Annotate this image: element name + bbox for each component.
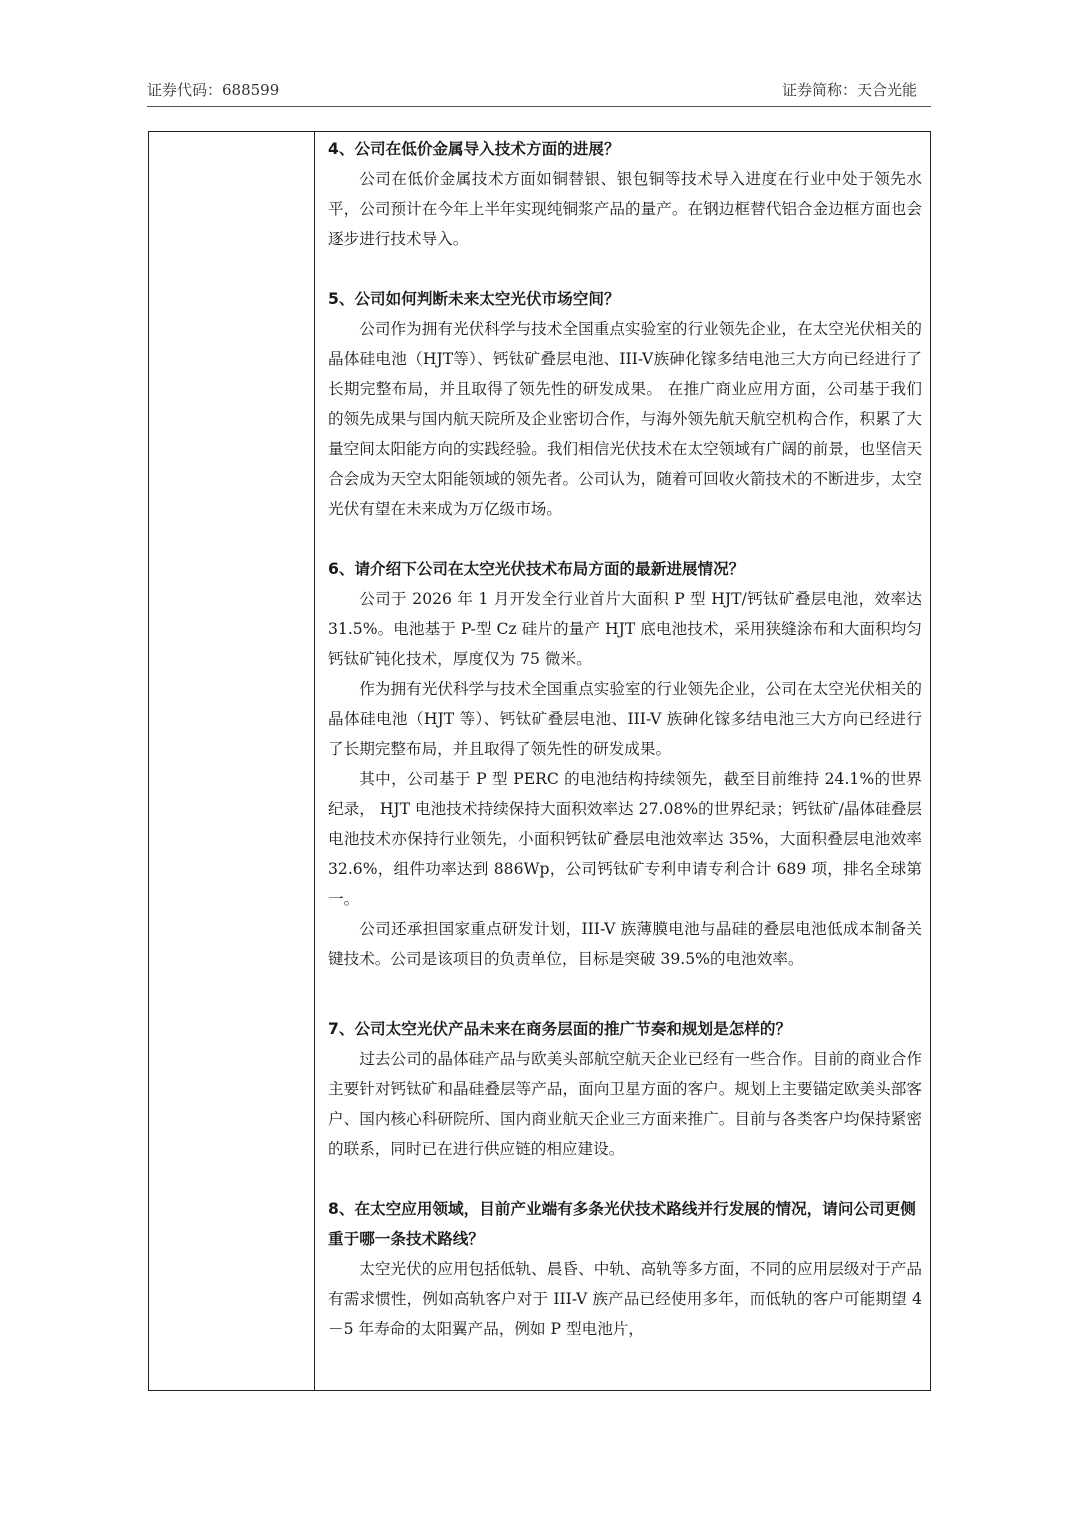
security-code: 证券代码：688599 [147, 80, 280, 99]
question-heading: 7、公司太空光伏产品未来在商务层面的推广节奏和规划是怎样的？ [328, 1020, 792, 1038]
spacer [328, 524, 922, 554]
answer-paragraph: 公司作为拥有光伏科学与技术全国重点实验室的行业领先企业，在太空光伏相关的晶体硅电池（HJT等）、钙钛矿叠层电池、III-V族砷化镓多结电池三大方向已经进行了长期完整布局，并且取得了领先性的研发成果。 在推广商业应用方面，公司基于我们的领先成果与国内航天院所及企业密切合作，与海外领先航天航空机构合作，积累了大量空间太阳能方向的实践经验。我们相信光伏技术在太空领域有广阔的前景，也坚信天合会成为天空太阳能领域的领先者。公司认为，随着可回收火箭技术的不断进步，太空光伏有望在未来成为万亿级市场。 [328, 320, 922, 518]
table-content-cell [328, 134, 922, 1388]
section-5 [328, 284, 922, 524]
answer-paragraph: 作为拥有光伏科学与技术全国重点实验室的行业领先企业，公司在太空光伏相关的晶体硅电池（HJT 等）、钙钛矿叠层电池、III-V 族砷化镓多结电池三大方向已经进行了长期完整布局，并且取得了领先性的研发成果。 [328, 680, 922, 758]
header-divider [147, 106, 931, 107]
question-heading: 4、公司在低价金属导入技术方面的进展？ [328, 140, 620, 158]
question-heading: 8、在太空应用领域，目前产业端有多条光伏技术路线并行发展的情况，请问公司更侧重于哪一条技术路线？ [328, 1200, 916, 1248]
security-name: 证券简称：天合光能 [781, 80, 917, 99]
question-heading: 5、公司如何判断未来太空光伏市场空间？ [328, 290, 620, 308]
answer-paragraph: 其中，公司基于 P 型 PERC 的电池结构持续领先，截至目前维持 24.1%的世界纪录， HJT 电池技术持续保持大面积效率达 27.08%的世界纪录；钙钛矿/晶体硅叠层电池技术亦保持行业领先，小面积钙钛矿叠层电池效率达 35%，大面积叠层电池效率 32.6%，组件功率达到 886Wp，公司钙钛矿专利申请专利合计 689 项，排名全球第一。 [328, 770, 922, 908]
answer-paragraph: 公司于 2026 年 1 月开发全行业首片大面积 P 型 HJT/钙钛矿叠层电池，效率达 31.5%。电池基于 P-型 Cz 硅片的量产 HJT 底电池技术，采用狭缝涂布和大面积均匀钙钛矿钝化技术，厚度仅为 75 微米。 [328, 590, 922, 668]
answer-paragraph: 公司还承担国家重点研发计划，III-V 族薄膜电池与晶硅的叠层电池低成本制备关键技术。公司是该项目的负责单位，目标是突破 39.5%的电池效率。 [328, 920, 922, 968]
section-6 [328, 554, 922, 974]
answer-paragraph: 太空光伏的应用包括低轨、晨昏、中轨、高轨等多方面，不同的应用层级对于产品有需求惯性，例如高轨客户对于 III-V 族产品已经使用多年，而低轨的客户可能期望 4－5 年寿命的太阳翼产品，例如 P 型电池片， [328, 1260, 922, 1338]
question-heading: 6、请介绍下公司在太空光伏技术布局方面的最新进展情况？ [328, 560, 745, 578]
section-7 [328, 1014, 922, 1164]
table-label-column [149, 132, 315, 1390]
answer-paragraph: 公司在低价金属技术方面如铜替银、银包铜等技术导入进度在行业中处于领先水平，公司预计在今年上半年实现纯铜浆产品的量产。在钢边框替代铝合金边框方面也会逐步进行技术导入。 [328, 170, 922, 248]
spacer [328, 974, 922, 1014]
section-4 [328, 134, 922, 254]
page-header [147, 74, 917, 104]
content-table [148, 131, 931, 1391]
answer-paragraph: 过去公司的晶体硅产品与欧美头部航空航天企业已经有一些合作。目前的商业合作主要针对钙钛矿和晶硅叠层等产品，面向卫星方面的客户。规划上主要锚定欧美头部客户、国内核心科研院所、国内商业航天企业三方面来推广。目前与各类客户均保持紧密的联系，同时已在进行供应链的相应建设。 [328, 1050, 922, 1158]
spacer [328, 1164, 922, 1194]
section-8 [328, 1194, 922, 1344]
spacer [328, 254, 922, 284]
